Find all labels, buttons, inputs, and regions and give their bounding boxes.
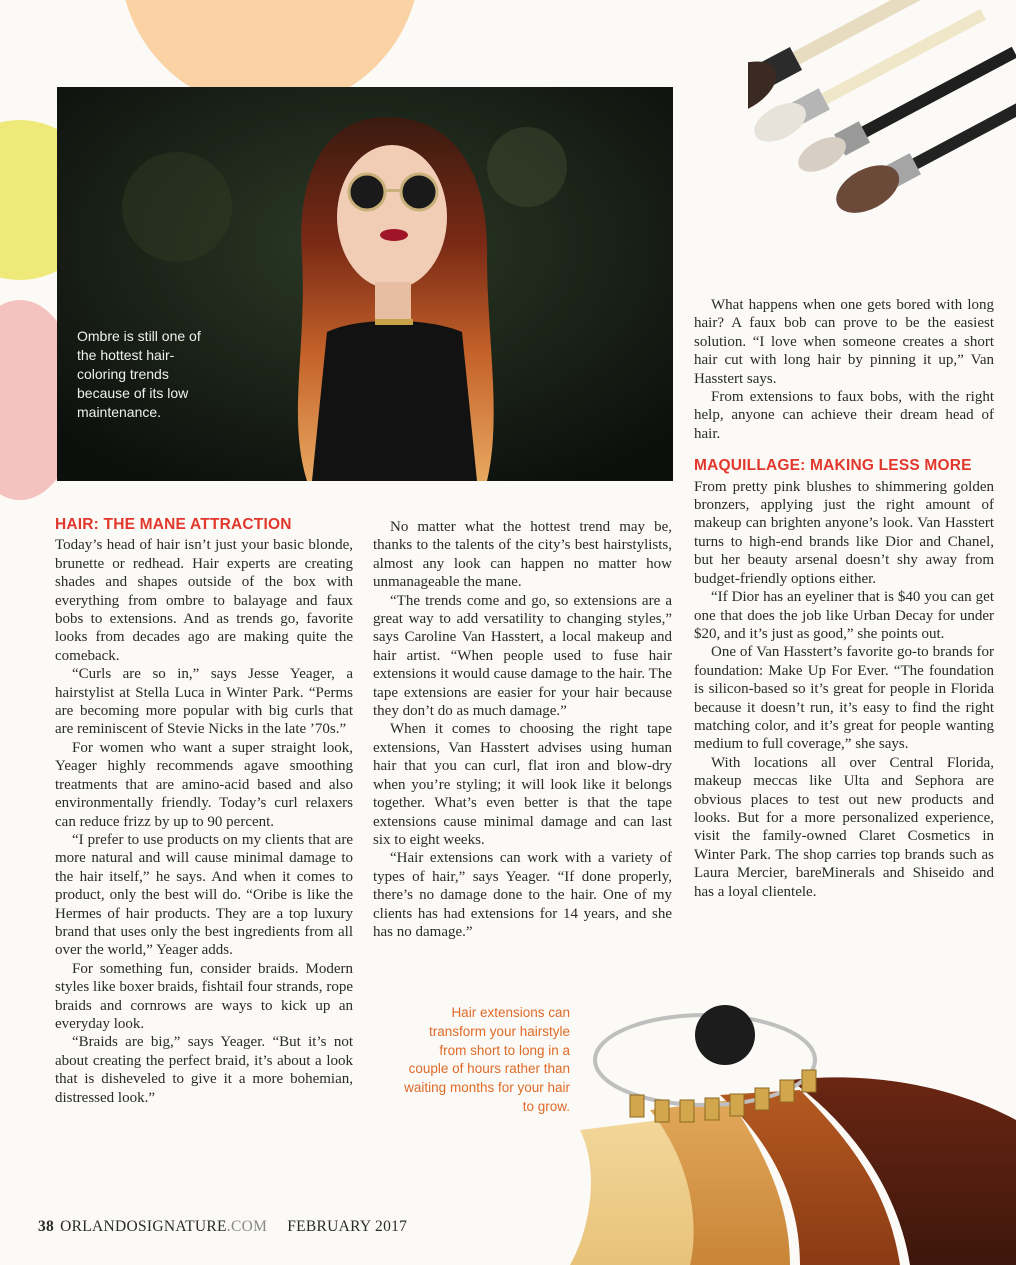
- photo-caption: Ombre is still one of the hottest hair-coloring trends because of its low maintenance.: [77, 328, 201, 420]
- paragraph: What happens when one gets bored with long hair? A faux bob can prove to be the easiest solution. “I love when someone creates a short hair cut with long hair by pinning it up,” Van Hasstert says.: [694, 297, 994, 387]
- page-number: 38: [38, 1218, 55, 1235]
- paragraph: Today’s head of hair isn’t just your basic blonde, brunette or redhead. Hair experts are creating shades and shapes outside of the box with everything from ombre to balayage and faux bobs to extensions. And as trends go, favorite looks from decades ago are making quite the comeback.: [55, 537, 353, 664]
- website-name: ORLANDOSIGNATURE: [60, 1218, 227, 1235]
- section-heading-hair: HAIR: THE MANE ATTRACTION: [55, 516, 292, 533]
- article-column-1: [55, 516, 353, 1107]
- paragraph: From pretty pink blushes to shimmering golden bronzers, applying just the right amount of makeup can brighten anyone’s look. Van Hasstert turns to high-end brands like Dior and Chanel, but her beauty arsenal doesn’t shy away from budget-friendly options either.: [694, 478, 994, 587]
- article-column-2: [373, 518, 672, 941]
- paragraph: One of Van Hasstert’s favorite go-to brands for foundation: Make Up For Ever. “The foundation is silicon-based so it’s great for people in Florida because it doesn’t run, it’s easy to find the right matching color, and it’s great for people wanting medium to full coverage,” she says.: [694, 644, 994, 753]
- paragraph: “I prefer to use products on my clients that are more natural and will cause minimal damage to the hair itself,” he says. And when it comes to product, only the best will do. “Oribe is like the Hermes of hair products. They are a top luxury brand that uses only the best ingredients from all over the world,” Yeager adds.: [55, 831, 353, 959]
- paragraph: “If Dior has an eyeliner that is $40 you can get one that does the job like Urban Decay for under $20, and it’s just as good,” she points out.: [694, 589, 994, 642]
- paragraph: No matter what the hottest trend may be, thanks to the talents of the city’s best hairstylists, almost any look can happen no matter how unmanageable the mane.: [373, 519, 672, 591]
- website-suffix: .COM: [226, 1218, 268, 1235]
- paragraph: “The trends come and go, so extensions are a great way to add versatility to changing styles,” says Caroline Van Hasstert, a local makeup and hair artist. “When people used to fuse hair extensions it would cause damage to the hair. The tape extensions are easier for your hair because they don’t do as much damage.”: [373, 592, 672, 720]
- paragraph: “Curls are so in,” says Jesse Yeager, a hairstylist at Stella Luca in Winter Park. “Perms are becoming more popular with big curls that are reminiscent of Stevie Nicks in the late ’70s.”: [55, 666, 353, 738]
- page-footer: [38, 1218, 407, 1236]
- paragraph: “Braids are big,” says Yeager. “But it’s not about creating the perfect braid, it’s about a look that is disheveled to give it a more bohemian, distressed look.”: [55, 1034, 353, 1106]
- hair-extensions-caption: Hair extensions can transform your hairstyle from short to long in a couple of hours rather than waiting months for your hair to grow.: [404, 1005, 570, 1114]
- paragraph: From extensions to faux bobs, with the right help, anyone can achieve their dream head of hair.: [694, 389, 994, 442]
- makeup-brushes-image: [748, 0, 1016, 270]
- section-heading-makeup: MAQUILLAGE: MAKING LESS MORE: [694, 457, 972, 475]
- ombre-hair-photo: [57, 87, 673, 481]
- paragraph: For women who want a super straight look, Yeager highly recommends agave smoothing treatments that are amino-acid based and also environmentally friendly. Today’s curl relaxers can reduce frizz by up to 90 percent.: [55, 739, 353, 830]
- paragraph: When it comes to choosing the right tape extensions, Van Hasstert advises using human hair that you can curl, flat iron and blow-dry when you’re styling; it will look like it belongs together. What’s even better is that the tape extensions cause minimal damage and can last six to eight weeks.: [373, 721, 672, 848]
- paragraph: “Hair extensions can work with a variety of types of hair,” says Yeager. “If done properly, there’s no damage done to the hair. One of my clients has had extensions for 14 years, and she has no damage.”: [373, 850, 672, 940]
- article-column-3: [694, 296, 994, 901]
- hair-extension-swatches-image: [540, 1000, 1016, 1265]
- paragraph: For something fun, consider braids. Modern styles like boxer braids, fishtail four strands, rope braids and cornrows are ways to kick up an everyday look.: [55, 960, 353, 1032]
- issue-date: FEBRUARY 2017: [287, 1218, 408, 1235]
- paragraph: With locations all over Central Florida, makeup meccas like Ulta and Sephora are obvious places to test out new products and looks. But for a more personalized experience, visit the family-owned Claret Cosmetics in Winter Park. The shop carries top brands such as Laura Mercier, bareMinerals and Shiseido and has a loyal clientele.: [694, 754, 994, 900]
